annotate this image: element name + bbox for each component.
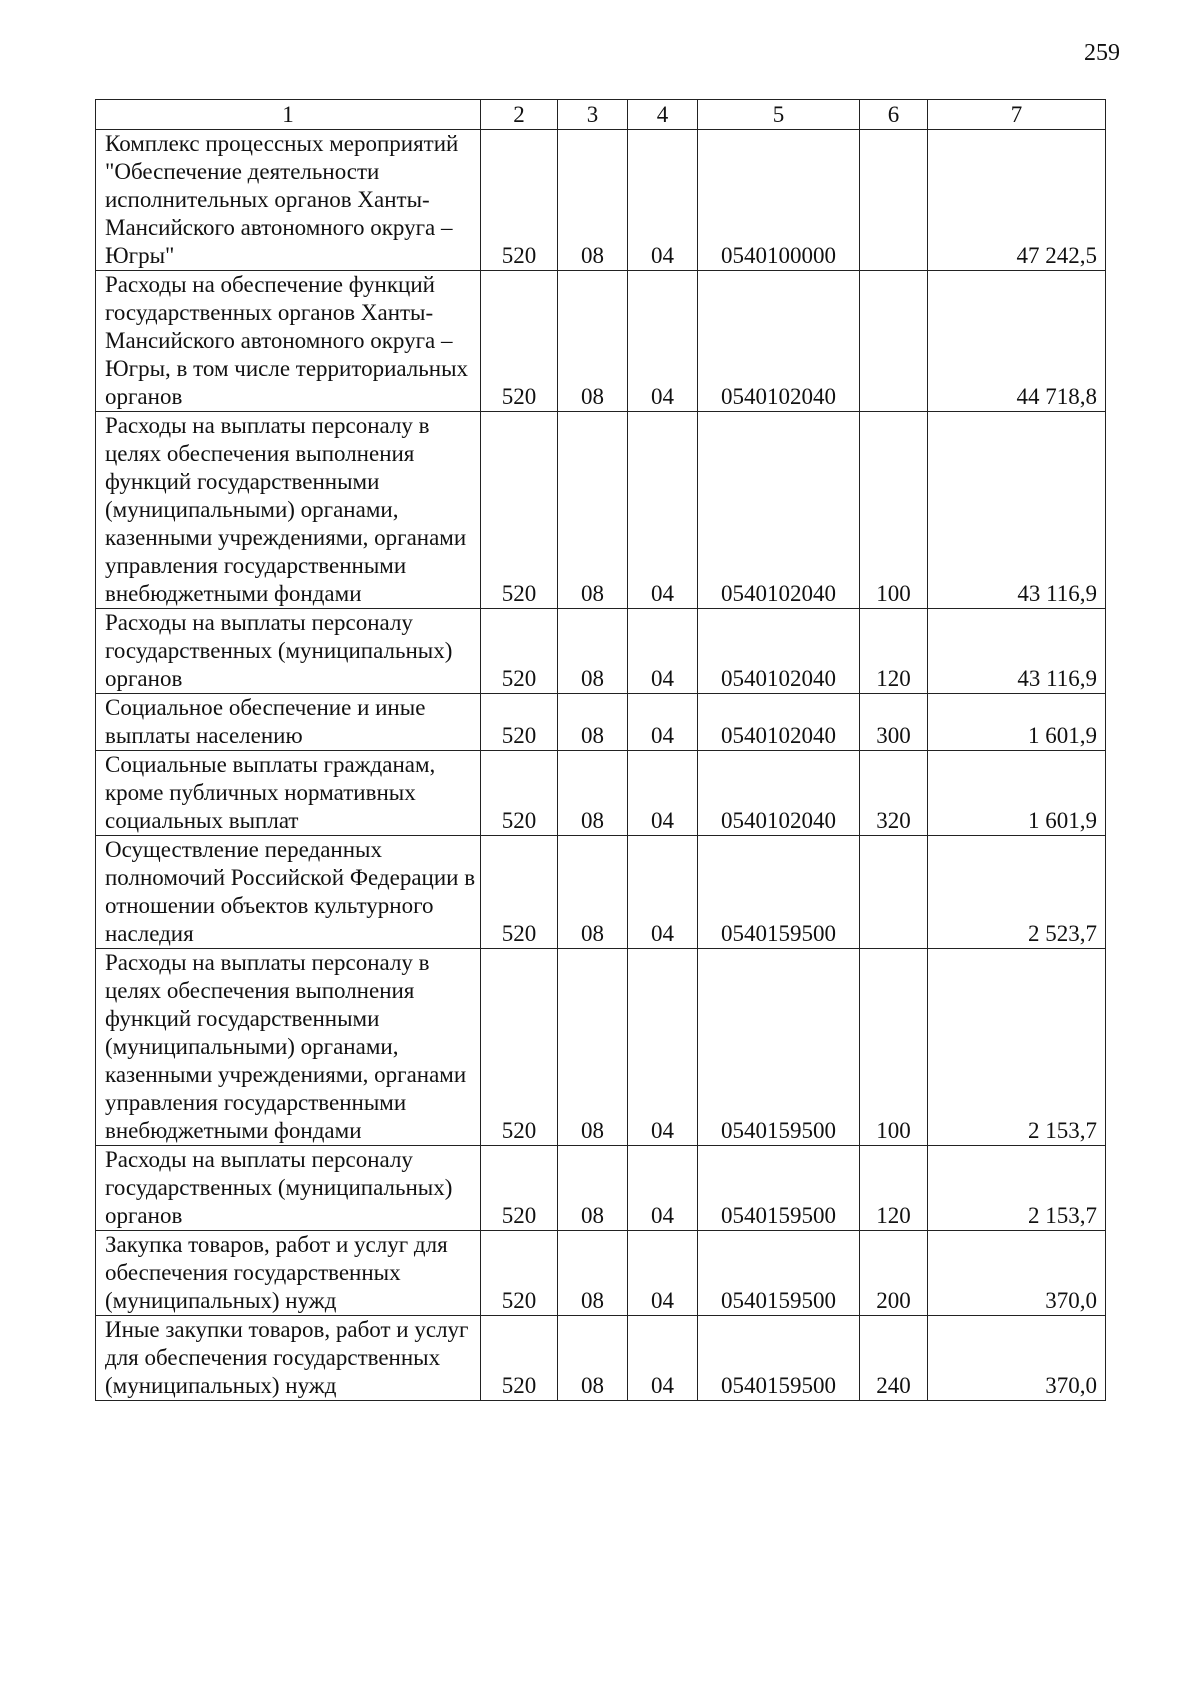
row-expense-type: 320 bbox=[860, 751, 928, 836]
row-expense-type: 120 bbox=[860, 609, 928, 694]
row-section: 08 bbox=[558, 949, 628, 1146]
table-row bbox=[96, 130, 1106, 271]
row-subsection: 04 bbox=[628, 1146, 698, 1231]
column-header-2: 2 bbox=[481, 100, 558, 130]
row-amount: 370,0 bbox=[928, 1231, 1106, 1316]
row-amount: 1 601,9 bbox=[928, 751, 1106, 836]
row-name: Расходы на выплаты персоналу в целях обеспечения выполнения функций государственными (муниципальными) органами, казенными учреждениями, органами управления государственными внебюджетными фондами bbox=[96, 949, 481, 1146]
row-subsection: 04 bbox=[628, 949, 698, 1146]
row-subsection: 04 bbox=[628, 412, 698, 609]
row-amount: 43 116,9 bbox=[928, 609, 1106, 694]
row-target-code: 0540159500 bbox=[698, 1316, 860, 1401]
row-expense-type bbox=[860, 836, 928, 949]
column-header-7: 7 bbox=[928, 100, 1106, 130]
table-row bbox=[96, 836, 1106, 949]
column-header-5: 5 bbox=[698, 100, 860, 130]
row-ved: 520 bbox=[481, 609, 558, 694]
row-subsection: 04 bbox=[628, 609, 698, 694]
table-row bbox=[96, 751, 1106, 836]
row-name: Социальное обеспечение и иные выплаты населению bbox=[96, 694, 481, 751]
table-row bbox=[96, 1146, 1106, 1231]
column-header-3: 3 bbox=[558, 100, 628, 130]
row-amount: 2 153,7 bbox=[928, 1146, 1106, 1231]
row-subsection: 04 bbox=[628, 751, 698, 836]
column-header-1: 1 bbox=[96, 100, 481, 130]
header-row bbox=[96, 100, 1106, 130]
table-row bbox=[96, 271, 1106, 412]
row-section: 08 bbox=[558, 836, 628, 949]
row-section: 08 bbox=[558, 1316, 628, 1401]
row-expense-type: 100 bbox=[860, 949, 928, 1146]
row-target-code: 0540102040 bbox=[698, 412, 860, 609]
row-target-code: 0540159500 bbox=[698, 1146, 860, 1231]
row-section: 08 bbox=[558, 694, 628, 751]
row-ved: 520 bbox=[481, 949, 558, 1146]
row-expense-type: 300 bbox=[860, 694, 928, 751]
row-expense-type: 120 bbox=[860, 1146, 928, 1231]
row-section: 08 bbox=[558, 751, 628, 836]
row-expense-type bbox=[860, 271, 928, 412]
row-subsection: 04 bbox=[628, 694, 698, 751]
row-section: 08 bbox=[558, 412, 628, 609]
row-ved: 520 bbox=[481, 836, 558, 949]
row-name: Закупка товаров, работ и услуг для обеспечения государственных (муниципальных) нужд bbox=[96, 1231, 481, 1316]
row-subsection: 04 bbox=[628, 271, 698, 412]
row-expense-type: 100 bbox=[860, 412, 928, 609]
row-ved: 520 bbox=[481, 1231, 558, 1316]
table-row bbox=[96, 694, 1106, 751]
row-subsection: 04 bbox=[628, 836, 698, 949]
row-name: Иные закупки товаров, работ и услуг для обеспечения государственных (муниципальных) нужд bbox=[96, 1316, 481, 1401]
row-target-code: 0540159500 bbox=[698, 949, 860, 1146]
row-subsection: 04 bbox=[628, 1231, 698, 1316]
table-row bbox=[96, 949, 1106, 1146]
row-expense-type: 240 bbox=[860, 1316, 928, 1401]
row-amount: 2 523,7 bbox=[928, 836, 1106, 949]
row-name: Социальные выплаты гражданам, кроме публичных нормативных социальных выплат bbox=[96, 751, 481, 836]
table-row bbox=[96, 609, 1106, 694]
row-expense-type: 200 bbox=[860, 1231, 928, 1316]
row-subsection: 04 bbox=[628, 130, 698, 271]
row-ved: 520 bbox=[481, 1146, 558, 1231]
row-ved: 520 bbox=[481, 130, 558, 271]
row-target-code: 0540102040 bbox=[698, 694, 860, 751]
row-ved: 520 bbox=[481, 1316, 558, 1401]
row-name: Расходы на обеспечение функций государственных органов Ханты-Мансийского автономного округа – Югры, в том числе территориальных органов bbox=[96, 271, 481, 412]
row-amount: 370,0 bbox=[928, 1316, 1106, 1401]
row-amount: 2 153,7 bbox=[928, 949, 1106, 1146]
column-header-6: 6 bbox=[860, 100, 928, 130]
row-ved: 520 bbox=[481, 751, 558, 836]
row-section: 08 bbox=[558, 1231, 628, 1316]
table-row bbox=[96, 1231, 1106, 1316]
row-ved: 520 bbox=[481, 412, 558, 609]
row-target-code: 0540159500 bbox=[698, 1231, 860, 1316]
column-header-4: 4 bbox=[628, 100, 698, 130]
row-section: 08 bbox=[558, 1146, 628, 1231]
row-name: Осуществление переданных полномочий Российской Федерации в отношении объектов культурного наследия bbox=[96, 836, 481, 949]
row-name: Расходы на выплаты персоналу государственных (муниципальных) органов bbox=[96, 1146, 481, 1231]
row-name: Комплекс процессных мероприятий "Обеспечение деятельности исполнительных органов Ханты-Мансийского автономного округа – Югры" bbox=[96, 130, 481, 271]
budget-table bbox=[95, 99, 1106, 1401]
row-amount: 44 718,8 bbox=[928, 271, 1106, 412]
row-target-code: 0540159500 bbox=[698, 836, 860, 949]
row-ved: 520 bbox=[481, 694, 558, 751]
row-amount: 47 242,5 bbox=[928, 130, 1106, 271]
page-number: 259 bbox=[1084, 40, 1120, 66]
row-section: 08 bbox=[558, 271, 628, 412]
row-section: 08 bbox=[558, 609, 628, 694]
row-name: Расходы на выплаты персоналу в целях обеспечения выполнения функций государственными (муниципальными) органами, казенными учреждениями, органами управления государственными внебюджетными фондами bbox=[96, 412, 481, 609]
row-name: Расходы на выплаты персоналу государственных (муниципальных) органов bbox=[96, 609, 481, 694]
row-section: 08 bbox=[558, 130, 628, 271]
table-row bbox=[96, 1316, 1106, 1401]
row-target-code: 0540102040 bbox=[698, 751, 860, 836]
row-subsection: 04 bbox=[628, 1316, 698, 1401]
row-amount: 1 601,9 bbox=[928, 694, 1106, 751]
row-target-code: 0540100000 bbox=[698, 130, 860, 271]
row-amount: 43 116,9 bbox=[928, 412, 1106, 609]
row-ved: 520 bbox=[481, 271, 558, 412]
row-expense-type bbox=[860, 130, 928, 271]
row-target-code: 0540102040 bbox=[698, 271, 860, 412]
row-target-code: 0540102040 bbox=[698, 609, 860, 694]
table-row bbox=[96, 412, 1106, 609]
